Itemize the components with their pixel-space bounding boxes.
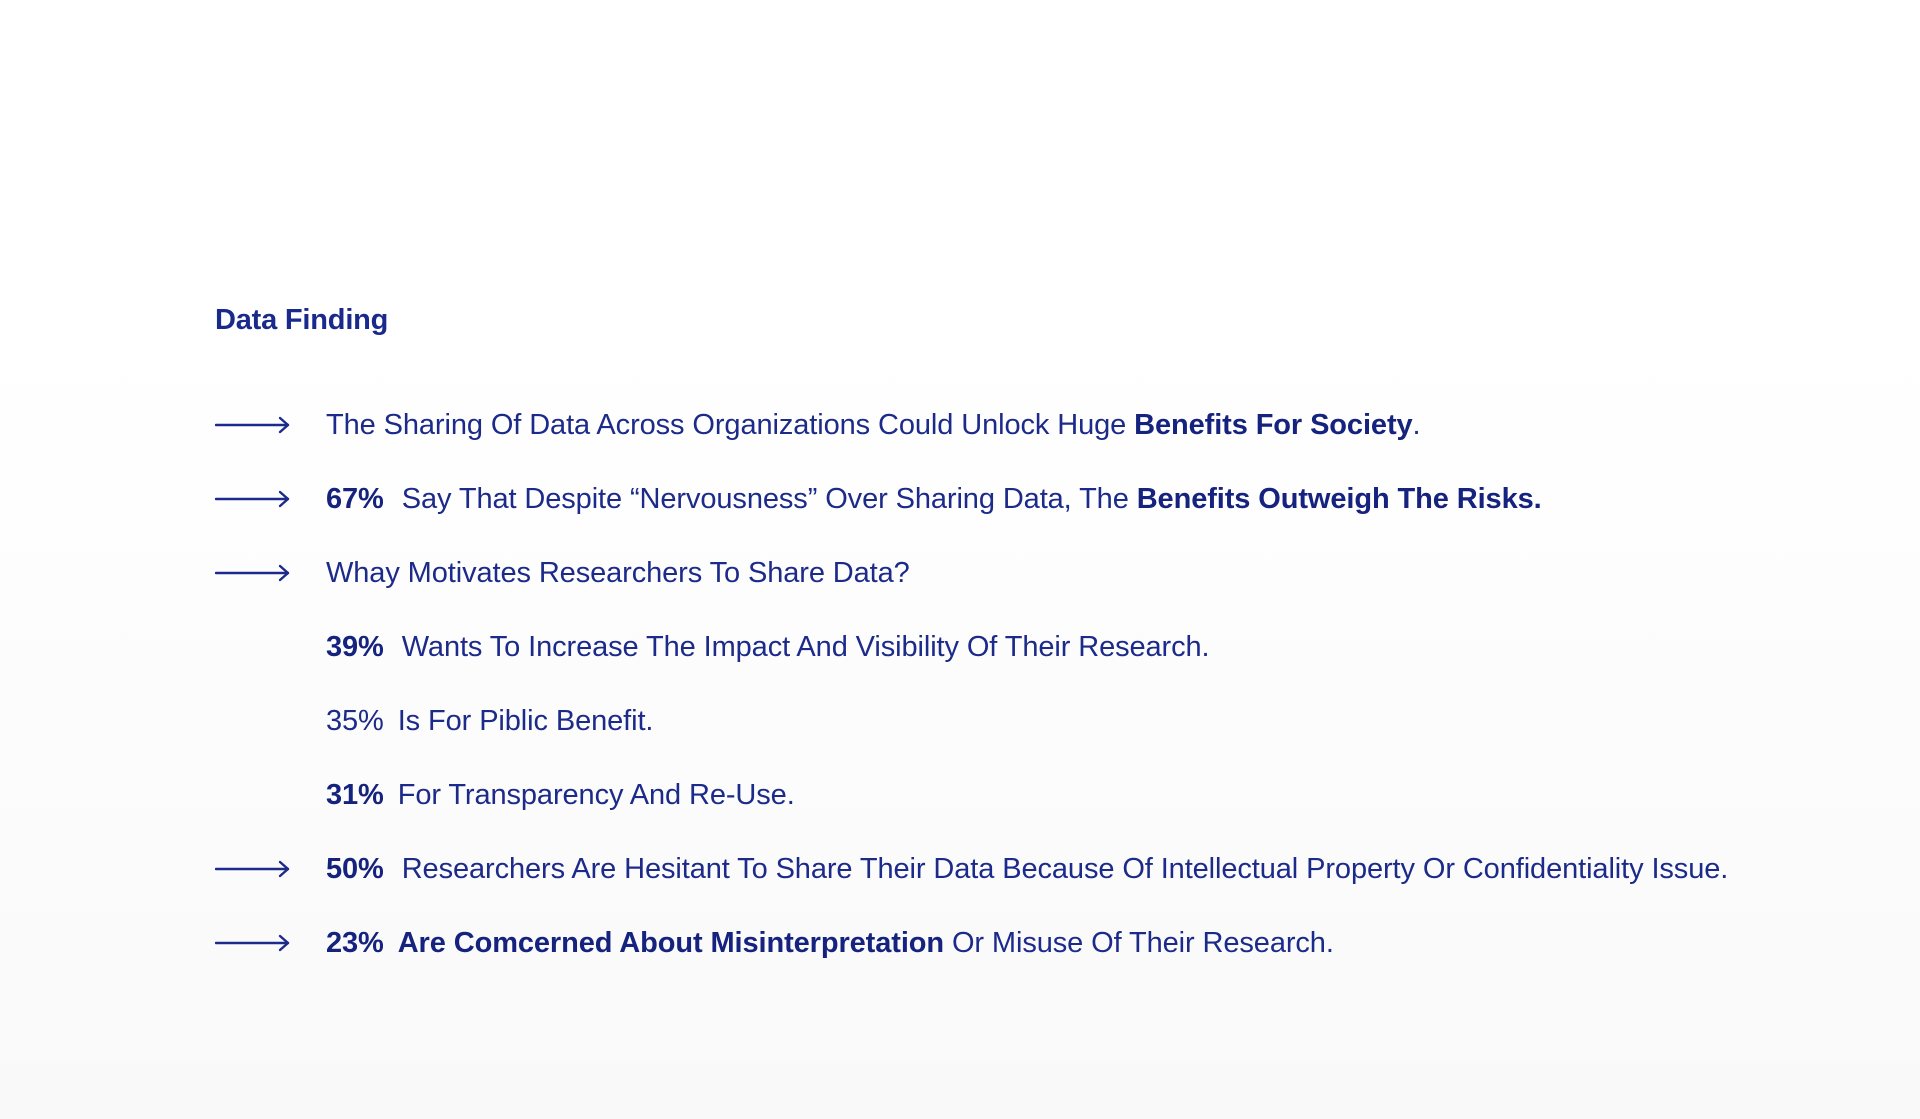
finding-detail: Is For Piblic Benefit. [397,704,654,737]
finding-detail: Researchers Are Hesitant To Share Their Data Because Of Intellectual Property Or Confidentiality Issue. [401,852,1729,885]
finding-stat: 35% [326,704,384,737]
finding-text [326,853,1728,886]
finding-detail: Wants To Increase The Impact And Visibility Of Their Research. [401,630,1210,663]
finding-suffix: . [1412,408,1421,441]
finding-stat: 31% [326,778,384,811]
finding-stat: 67% [326,482,384,515]
finding-text [326,927,1334,960]
finding-subitem [215,684,1865,758]
finding-emphasis: Benefits Outweigh The Risks. [1136,482,1542,515]
finding-text: Whay Motivates Researchers To Share Data? [326,556,910,589]
finding-middle: Say That Despite “Nervousness” Over Sharing Data, The [401,482,1137,515]
finding-text [326,779,795,812]
finding-item [215,462,1865,536]
finding-emphasis: Benefits For Society [1134,408,1413,441]
finding-text [326,409,1421,442]
long-right-arrow-icon [215,859,291,879]
finding-item [215,388,1865,462]
finding-text [326,631,1210,664]
finding-item [215,906,1865,980]
finding-emphasis: Are Comcerned About Misinterpretation [397,926,944,959]
section-title: Data Finding [215,304,389,336]
finding-stat: 23% [326,926,384,959]
long-right-arrow-icon [215,489,291,509]
finding-stat: 50% [326,852,384,885]
data-finding-section [215,296,1865,980]
finding-text [326,483,1542,516]
finding-suffix: Or Misuse Of Their Research. [944,926,1334,959]
long-right-arrow-icon [215,415,291,435]
finding-prefix: The Sharing Of Data Across Organizations Could Unlock Huge [326,408,1135,441]
finding-detail: For Transparency And Re-Use. [397,778,795,811]
long-right-arrow-icon [215,933,291,953]
long-right-arrow-icon [215,563,291,583]
finding-text [326,705,653,738]
finding-subitem [215,758,1865,832]
finding-subitem [215,610,1865,684]
finding-item [215,536,1865,610]
finding-item [215,832,1865,906]
finding-stat: 39% [326,630,384,663]
